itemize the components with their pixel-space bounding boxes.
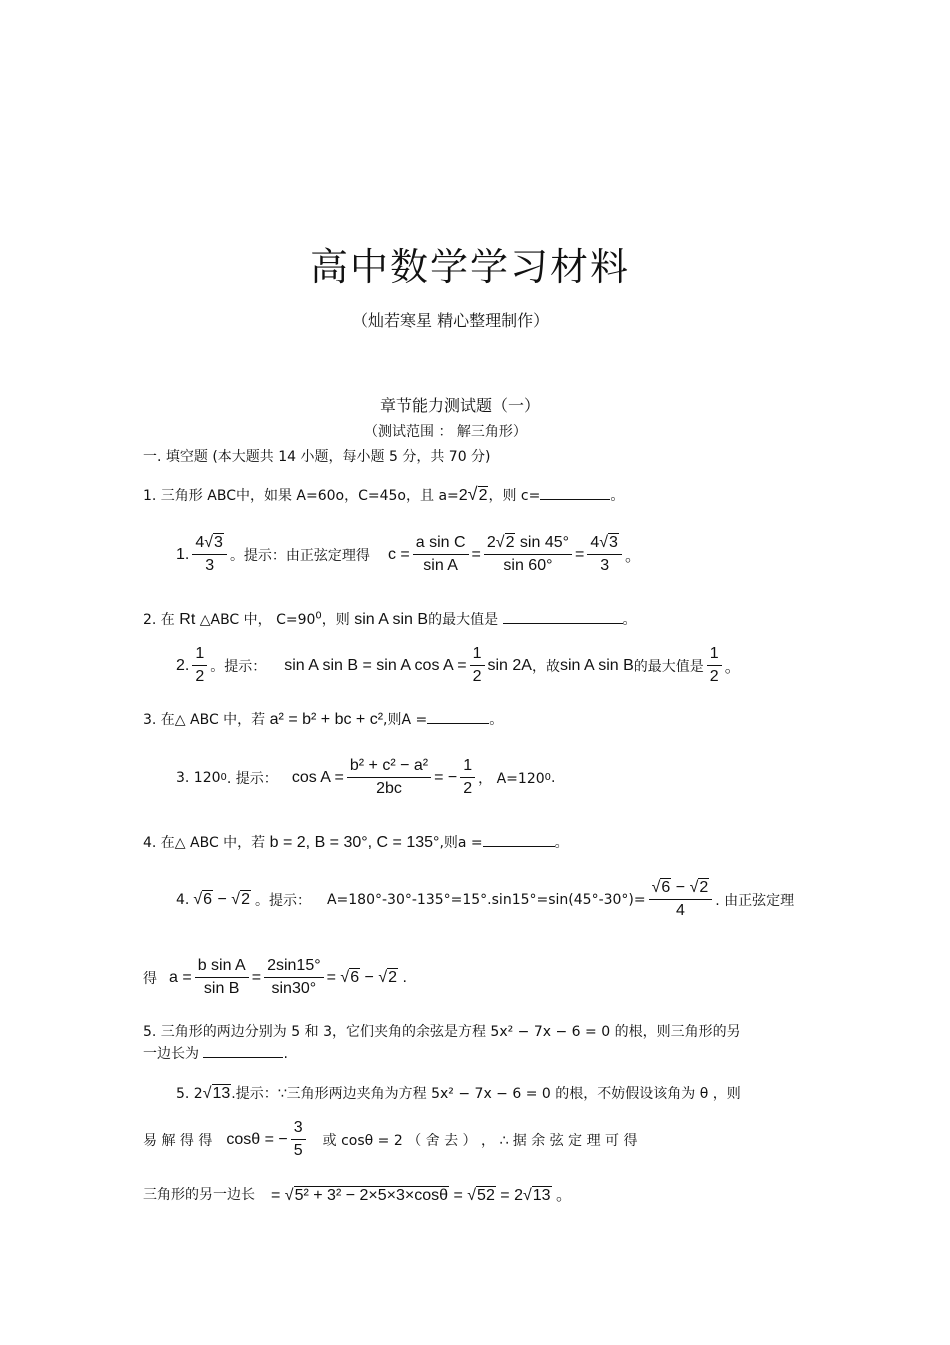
question-5: 5. 三角形的两边分别为 5 和 3，它们夹角的余弦是方程 5x² − 7x − 6 = 0 的根，则三角形的另	[143, 1024, 741, 1040]
answer-1: 1. $\frac{4√3}{3}$ 。提示：由正弦定理得 c = $\frac{\text{a sin C}}{\text{sin A}}$ = $\frac{2√2 \sin 45^\circ}{\sin 60^\circ}$ = $\frac{4√3}{3}$ 。	[176, 534, 641, 574]
answer-2: 2. $\frac{1}{2}$ 。提示： sin A sin B = sin A cos A = $\frac{1}{2}$ sin 2A ，故 sin A sin B 的最大值是 $\frac{1}{2}$ 。	[176, 645, 741, 685]
question-5-line2: 一边长为 .	[143, 1046, 288, 1062]
test-title: 章节能力测试题（一）	[380, 396, 541, 415]
page-title: 高中数学学习材料	[310, 245, 631, 289]
q1-text: 1. 三角形 ABC中，如果 A=60o，C=45o，且 a=	[143, 488, 459, 504]
q1-text-post: ，则 c=	[488, 488, 541, 504]
answer-5: 5. 2√13.提示：∵三角形两边夹角为方程 5x² − 7x − 6 = 0 的根，不妨假设该角为 θ ，则	[176, 1085, 741, 1102]
question-3: 3. 在△ ABC 中，若 a² = b² + bc + c²,则A = 。	[143, 711, 504, 728]
a1-prefix: 1.	[176, 545, 190, 563]
section-heading: 一. 填空题 (本大题共 14 小题，每小题 5 分，共 70 分)	[143, 449, 491, 465]
answer-4-line2: 得 a = $\frac{\text{b sin A}}{\text{sin B}}$ = $\frac{2\sin 15^\circ}{\sin 30^\circ}$ = √6 − √2 .	[143, 957, 407, 997]
answer-5-line2: 易 解 得 得 cosθ = − $\frac{3}{5}$ 或 cosθ = 2 （ 舍 去 ） ， ∴ 据 余 弦 定 理 可 得	[143, 1119, 638, 1159]
answer-3: 3. 120 0 . 提示： cos A = $\frac{\text{b² + c² − a²}}{2bc}$ = − $\frac{1}{2}$ ， A=120 0 .	[176, 757, 556, 797]
page-subtitle: （灿若寒星 精心整理制作）	[352, 311, 550, 330]
answer-5-line3: 三角形的另一边长 = √5² + 3² − 2×5×3×cosθ = √52 = 2√13 。	[143, 1186, 573, 1204]
test-scope: （测试范围 ： 解三角形）	[364, 424, 527, 440]
question-1: 1. 三角形 ABC中，如果 A=60o，C=45o，且 a=2√2，则 c= 。	[143, 484, 625, 504]
answer-4: 4. √6 − √2 。提示： A=180°-30°-135°=15°.sin15°=sin(45°-30°)= $\frac{√6 - √2}{4}$ . 由正弦定理	[176, 879, 795, 919]
a1-hint: 。提示：由正弦定理得	[229, 546, 370, 563]
question-2: 2. 在 Rt △ABC 中， $C=90^0$，则 sin A sin B的最大值是 。	[143, 610, 637, 628]
question-4: 4. 在△ ABC 中，若 b = 2, B = 30°, C = 135°,则a = 。	[143, 834, 569, 851]
